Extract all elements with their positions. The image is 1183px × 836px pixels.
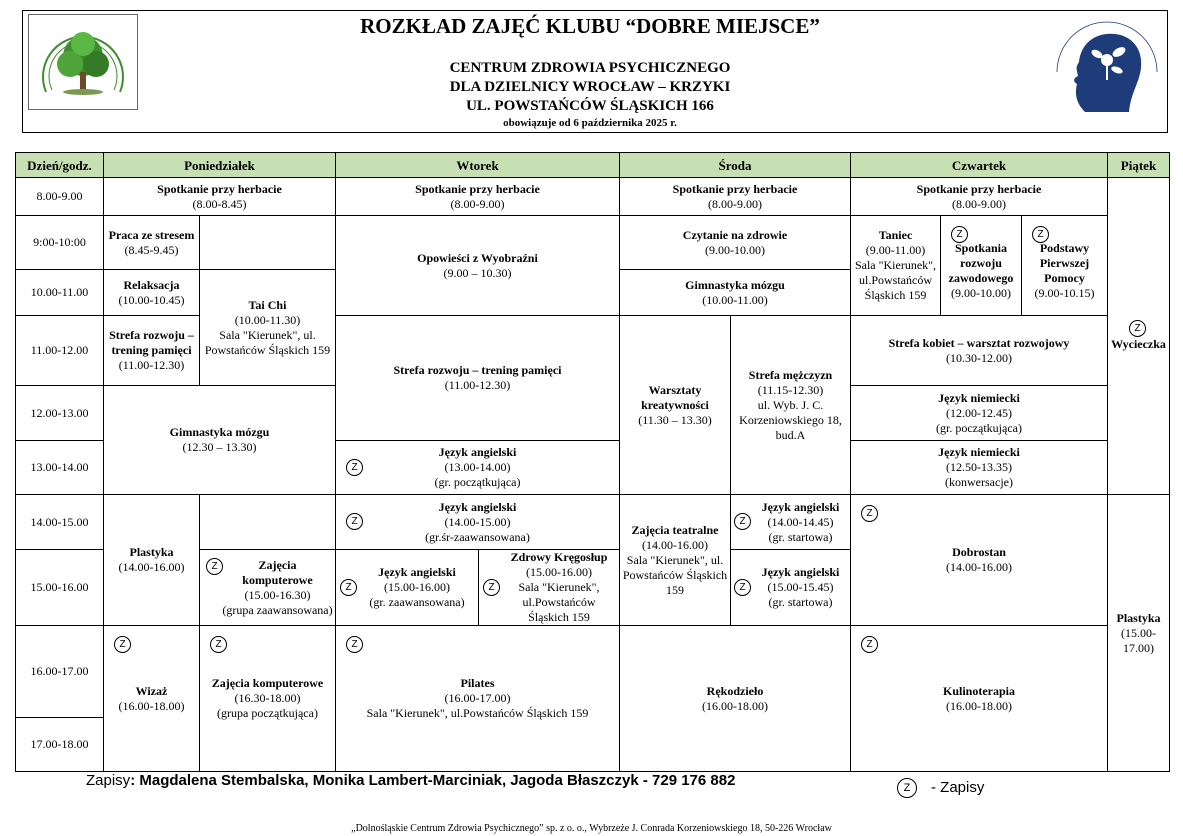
activity-title: Język niemiecki (938, 390, 1020, 405)
activity-title: Spotkanie przy herbacie (415, 181, 540, 196)
activity-title: Spotkanie przy herbacie (157, 181, 282, 196)
activity-title: Plastyka (129, 545, 174, 559)
activity-title: Praca ze stresem (108, 227, 195, 242)
activity-cell (336, 626, 620, 772)
activity-time: (15.00-17.00) (1121, 625, 1156, 655)
activity-cell (1108, 178, 1170, 495)
activity-group: (konwersacje) (945, 475, 1013, 489)
activity-title: Plastyka (1116, 610, 1161, 625)
empty-cell (200, 216, 336, 270)
activity-cell (104, 270, 200, 316)
activity-cell (336, 495, 620, 550)
activity-group: (gr. startowa) (768, 595, 833, 609)
activity-cell (851, 178, 1108, 216)
activity-cell (731, 495, 851, 550)
activity-title: Opowieści z Wyobraźni (417, 250, 538, 265)
activity-group: (gr. początkująca) (434, 475, 521, 489)
activity-place: Sala "Kierunek", ul.Powstańców Śląskich 159 (518, 580, 600, 624)
activity-cell (336, 441, 620, 495)
col-header-time: Dzień/godz. (16, 153, 104, 178)
activity-title: Zdrowy Kręgosłup (510, 550, 608, 564)
activity-place: Sala "Kierunek", ul.Powstańców Śląskich 159 (854, 258, 937, 302)
activity-title: Strefa mężczyzn (748, 367, 833, 382)
activity-cell (620, 626, 851, 772)
col-header-thursday: Czwartek (851, 153, 1108, 178)
zapisy-contacts (86, 772, 735, 789)
activity-title: Gimnastyka mózgu (169, 425, 270, 439)
activity-title: Strefa rozwoju – trening pamięci (109, 328, 194, 357)
activity-cell (851, 495, 1108, 626)
activity-time: (8.00-9.00) (952, 196, 1006, 211)
activity-cell (104, 386, 336, 495)
activity-cell (104, 495, 200, 626)
activity-group: (gr.śr-zaawansowana) (425, 529, 530, 544)
time-slot: 13.00-14.00 (16, 441, 104, 495)
activity-title: Zajęcia teatralne (631, 522, 719, 537)
activity-time: (9.00-10.00) (705, 242, 765, 257)
activity-group: (gr. startowa) (768, 529, 833, 544)
zapisy-label: Zapisy (86, 772, 131, 789)
zapisy-icon: Z (340, 579, 357, 596)
activity-cell (851, 216, 941, 316)
col-header-friday: Piątek (1108, 153, 1170, 178)
activity-cell (851, 316, 1108, 386)
activity-cell (104, 626, 200, 772)
activity-time: (11.00-12.30) (444, 378, 511, 392)
activity-time: (14.00-16.00) (118, 560, 185, 574)
zapisy-icon: Z (734, 513, 751, 530)
zapisy-icon: Z (210, 636, 227, 653)
activity-time: (9.00-10.00) (951, 285, 1011, 300)
zapisy-icon: Z (951, 226, 968, 243)
zapisy-icon: Z (346, 636, 363, 653)
activity-time: (12.30 – 13.30) (182, 440, 257, 454)
activity-cell (200, 550, 336, 626)
empty-cell (200, 495, 336, 550)
activity-title: Język angielski (438, 445, 517, 459)
zapisy-names: : Magdalena Stembalska, Monika Lambert-Marciniak, Jagoda Błaszczyk - 729 176 882 (130, 772, 736, 789)
activity-cell (104, 216, 200, 270)
col-header-wednesday: Środa (620, 153, 851, 178)
time-slot: 16.00-17.00 (16, 626, 104, 718)
activity-title: Relaksacja (123, 277, 180, 292)
activity-cell (620, 178, 851, 216)
activity-time: (15.00-16.30) (244, 587, 311, 602)
activity-cell (620, 495, 731, 626)
activity-title: Podstawy Pierwszej Pomocy (1039, 240, 1090, 285)
activity-time: (8.00-9.00) (450, 196, 505, 211)
time-slot: 15.00-16.00 (16, 550, 104, 626)
activity-time: (10.00-11.30) (234, 312, 301, 327)
zapisy-icon: Z (346, 459, 363, 476)
dczp-logo (28, 14, 138, 110)
company-address: „Dolnośląskie Centrum Zdrowia Psychicznego” sp. z o. o., Wybrzeże J. Conrada Korzeniowskiego 18, 50-226 Wrocław (351, 823, 832, 834)
activity-time: (11.15-12.30) (757, 382, 824, 397)
activity-time: (16.00-18.00) (702, 698, 768, 713)
legend (897, 778, 984, 798)
activity-cell (336, 178, 620, 216)
zapisy-icon: Z (861, 505, 878, 522)
activity-cell (104, 316, 200, 386)
time-slot: 11.00-12.00 (16, 316, 104, 386)
activity-title: Tai Chi (248, 297, 287, 312)
header-line-1: CENTRUM ZDROWIA PSYCHICZNEGO (449, 60, 731, 76)
zapisy-icon: Z (206, 558, 223, 575)
activity-title: Rękodzieło (706, 683, 764, 698)
activity-title: Taniec (878, 228, 913, 242)
activity-title: Wycieczka (1111, 337, 1166, 351)
activity-time: (15.00-15.45) (767, 580, 834, 594)
activity-cell (1022, 216, 1108, 316)
activity-time: (16.00-18.00) (118, 698, 185, 713)
activity-title: Strefa rozwoju – trening pamięci (393, 363, 562, 377)
activity-cell (479, 550, 620, 626)
activity-cell (200, 270, 336, 386)
schedule-table (15, 152, 1170, 772)
activity-cell (1108, 495, 1170, 772)
activity-title: Gimnastyka mózgu (685, 277, 785, 292)
activity-time: (14.00-14.45) (767, 514, 834, 529)
activity-time: (9.00-11.00) (865, 243, 926, 257)
activity-time: (16.30-18.00) (234, 691, 301, 705)
activity-title: Spotkania rozwoju zawodowego (948, 240, 1014, 285)
activity-title: Warsztaty kreatywności (641, 382, 709, 412)
activity-cell (336, 550, 479, 626)
time-slot: 10.00-11.00 (16, 270, 104, 316)
activity-cell (336, 216, 620, 316)
activity-title: Język angielski (761, 499, 840, 514)
activity-title: Wizaż (135, 683, 168, 698)
activity-place: Sala "Kierunek", ul. Powstańców Śląskich 159 (204, 327, 331, 357)
time-slot: 12.00-13.00 (16, 386, 104, 441)
valid-from: obowiązuje od 6 października 2025 r. (503, 117, 677, 129)
zapisy-icon: Z (114, 636, 131, 653)
activity-time: (11.00-12.30) (118, 358, 185, 372)
time-slot: 17.00-18.00 (16, 718, 104, 772)
activity-time: (14.00-15.00) (444, 514, 511, 529)
activity-cell (200, 626, 336, 772)
schedule-title: ROZKŁAD ZAJĘĆ KLUBU “DOBRE MIEJSCE” (360, 14, 820, 38)
activity-cell (731, 316, 851, 495)
activity-cell (941, 216, 1022, 316)
activity-time: (10.30-12.00) (946, 350, 1012, 365)
activity-time: (9.00 – 10.30) (443, 265, 512, 280)
col-header-tuesday: Wtorek (336, 153, 620, 178)
legend-label: - Zapisy (931, 778, 985, 796)
time-slot: 14.00-15.00 (16, 495, 104, 550)
activity-time: (10.00-11.00) (702, 292, 768, 307)
activity-title: Dobrostan (952, 545, 1006, 559)
activity-group: (grupa początkująca) (217, 706, 318, 720)
activity-title: Spotkanie przy herbacie (672, 181, 798, 196)
czp-head-logo (1045, 12, 1167, 120)
activity-time: (8.45-9.45) (124, 242, 179, 257)
activity-time: (12.50-13.35) (946, 460, 1012, 474)
activity-time: (15.00-16.00) (526, 565, 592, 579)
activity-time: (8.00-9.00) (708, 196, 762, 211)
activity-time: (8.00-8.45) (192, 196, 247, 211)
zapisy-icon: Z (1129, 320, 1146, 337)
activity-time: (14.00-16.00) (642, 537, 708, 552)
activity-cell (620, 216, 851, 270)
activity-title: Język angielski (438, 499, 517, 514)
activity-title: Strefa kobiet – warsztat rozwojowy (888, 335, 1070, 350)
activity-cell (851, 441, 1108, 495)
zapisy-icon: Z (734, 579, 751, 596)
activity-cell (731, 550, 851, 626)
activity-title: Czytanie na zdrowie (682, 227, 788, 242)
activity-title: Zajęcia komputerowe (211, 676, 324, 690)
activity-time: (14.00-16.00) (946, 560, 1012, 574)
time-slot: 8.00-9.00 (16, 178, 104, 216)
time-slot: 9:00-10:00 (16, 216, 104, 270)
activity-title: Język niemiecki (938, 445, 1020, 459)
activity-cell (851, 386, 1108, 441)
activity-title: Zajęcia komputerowe (242, 557, 313, 587)
header-line-3: UL. POWSTAŃCÓW ŚLĄSKICH 166 (466, 98, 714, 114)
activity-time: (16.00-18.00) (946, 698, 1012, 713)
activity-time: (9.00-10.15) (1034, 285, 1095, 300)
activity-time: (15.00-16.00) (384, 580, 450, 594)
col-header-monday: Poniedziałek (104, 153, 336, 178)
activity-time: (10.00-10.45) (118, 292, 185, 307)
activity-title: Pilates (460, 676, 495, 690)
activity-time: (12.00-12.45) (946, 405, 1012, 420)
activity-time: (16.00-17.00) (444, 691, 511, 705)
activity-cell (620, 270, 851, 316)
activity-title: Język angielski (378, 565, 456, 579)
activity-place: ul. Wyb. J. C. Korzeniowskiego 18, bud.A (739, 397, 842, 442)
activity-place: Sala "Kierunek", ul. Powstańców Śląskich 159 (622, 552, 728, 597)
header-line-2: DLA DZIELNICY WROCŁAW – KRZYKI (449, 79, 731, 95)
activity-group: (gr. zaawansowana) (369, 595, 465, 609)
zapisy-icon: Z (1032, 226, 1049, 243)
activity-cell (620, 316, 731, 495)
activity-title: Spotkanie przy herbacie (916, 181, 1042, 196)
zapisy-icon: Z (861, 636, 878, 653)
zapisy-icon: Z (346, 513, 363, 530)
activity-title: Kulinoterapia (942, 683, 1015, 698)
activity-cell (336, 316, 620, 441)
activity-place: Sala "Kierunek", ul.Powstańców Śląskich 159 (366, 706, 589, 720)
activity-group: (gr. początkująca) (936, 420, 1022, 435)
activity-cell (104, 178, 336, 216)
zapisy-icon: Z (483, 579, 500, 596)
activity-time: (11.30 – 13.30) (638, 412, 712, 427)
activity-cell (851, 626, 1108, 772)
activity-title: Język angielski (761, 565, 840, 579)
activity-time: (13.00-14.00) (444, 460, 511, 474)
activity-group: (grupa zaawansowana) (222, 602, 333, 617)
zapisy-icon: Z (897, 778, 917, 798)
